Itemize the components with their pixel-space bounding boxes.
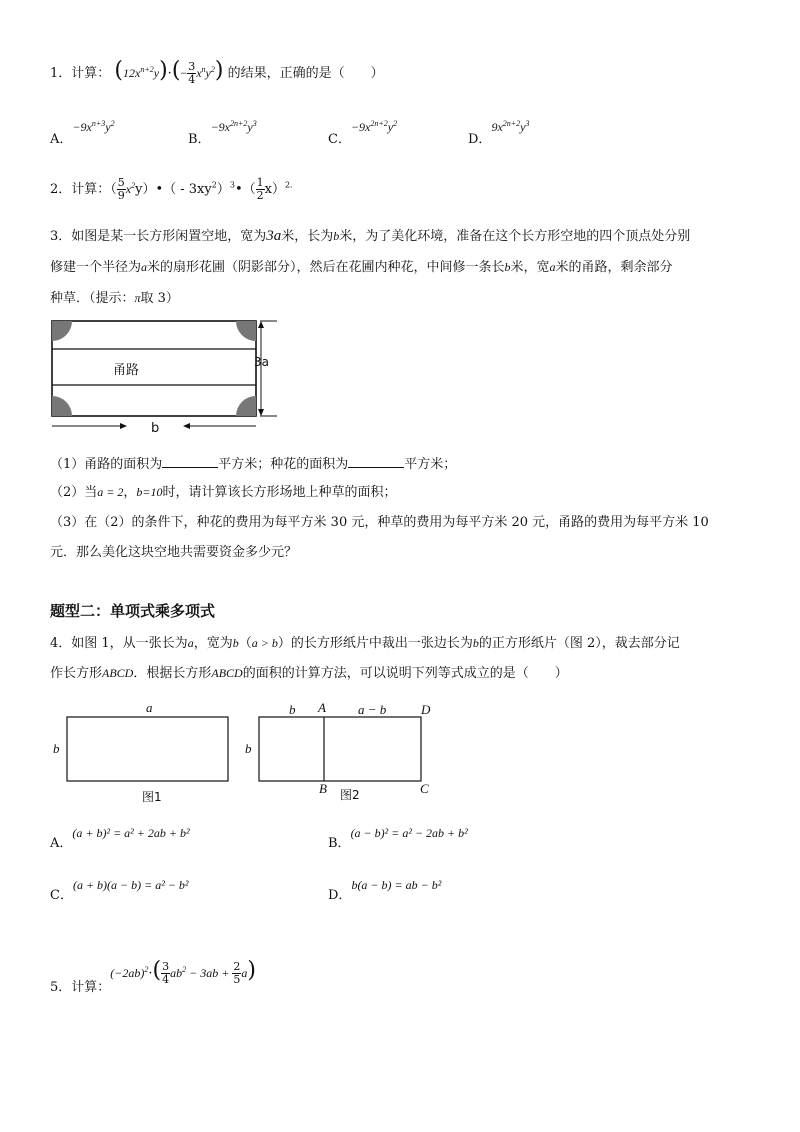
fig2-label-b-left: b — [245, 741, 252, 756]
q4-option-a[interactable]: A．(a + b)² = a² + 2ab + b² — [50, 826, 190, 851]
q4-line1: 4．如图 1，从一张长为a，宽为b（a > b）的长方形纸片中裁出一张边长为b的正方形纸片（图 2），裁去部分记 — [50, 636, 680, 651]
q4-line2: 作长方形ABCD．根据长方形ABCD的面积的计算方法，可以说明下列等式成立的是（ ） — [50, 666, 568, 681]
q3-sub3: （3）在（2）的条件下，种花的费用为每平方米 30 元，种草的费用为每平方米 20 元，甬路的费用为每平方米 10 — [50, 515, 709, 530]
q3-sub3-cont: 元．那么美化这块空地共需要资金多少元？ — [50, 545, 298, 560]
q1-option-a[interactable]: A．$-9x^{n+3}y^2$ — [50, 119, 115, 147]
fig2-rect — [258, 716, 424, 784]
fig-length-label: b — [151, 421, 160, 436]
fig2-label-A: A — [318, 700, 326, 715]
q5: 5．计算：$(-2ab)^2\cdot$( $\frac{3}{4}$ $ab^2 - 3ab$ + $\frac{2}{5}$ a) — [50, 958, 256, 995]
q3-sub1: （1）甬路的面积为 平方米；种花的面积为 平方米； — [50, 457, 457, 472]
fig2-caption: 图2 — [340, 788, 360, 802]
section-title: 题型二：单项式乘多项式 — [50, 602, 216, 620]
fig2-label-a-minus-b: a − b — [358, 702, 387, 717]
q1: 1．计算： $(12x^{n+2}y)\cdot(-$ $\frac{3}{4}$ $x^ny^2$) 的结果，正确的是（ ） — [50, 58, 384, 86]
q3-line2: 修建一个半径为a米的扇形花圃（阴影部分），然后在花圃内种花，中间修一条长b米，宽a米的甬路，剩余部分 — [50, 260, 673, 275]
fig2-label-C: C — [420, 781, 429, 796]
flower-bed-bl — [52, 396, 72, 416]
q4-option-d[interactable]: D．b(a − b) = ab − b² — [328, 878, 442, 903]
q1-option-b[interactable]: B．$-9x^{2n+2}y^3$ — [188, 119, 257, 147]
q1-suffix: 的结果，正确的是（ ） — [227, 66, 384, 81]
q3-line1: 3．如图是某一长方形闲置空地，宽为3a米，长为b米，为了美化环境，准备在这个长方形空地的四个顶点处分别 — [50, 228, 691, 244]
q3-sub2: （2）当a = 2，b=10时，请计算该长方形场地上种草的面积； — [50, 485, 397, 500]
flower-bed-tl — [52, 321, 72, 341]
flower-bed-tr — [236, 321, 256, 341]
q1-option-c[interactable]: C．$-9x^{2n+2}y^2$ — [328, 119, 398, 147]
fig1-label-b: b — [53, 741, 60, 756]
fig-road-label: 甬路 — [113, 363, 140, 378]
answer-blank-2[interactable] — [348, 455, 404, 468]
fig2-label-B: B — [319, 781, 327, 796]
q4-option-b[interactable]: B．(a − b)² = a² − 2ab + b² — [328, 826, 468, 851]
flower-bed-br — [236, 396, 256, 416]
fig1-label-a: a — [146, 700, 153, 715]
q2: 2．计算：（ $\frac{5}{9}$ $x^2y)•$（ - $3xy^2)^3•$（ $\frac{1}{2}$ x）$^{2.}$ — [50, 176, 293, 202]
answer-blank-1[interactable] — [162, 455, 218, 468]
q3-figure — [45, 315, 285, 440]
fig2-label-D: D — [421, 702, 431, 717]
q4-option-c[interactable]: C．(a + b)(a − b) = a² − b² — [50, 878, 189, 903]
fig2-label-b-top: b — [289, 702, 296, 717]
fig1-rect — [66, 716, 230, 784]
fig1-caption: 图1 — [142, 790, 162, 804]
q3-rect — [52, 321, 256, 416]
fig-width-label: 3a — [254, 355, 269, 369]
q1-option-d[interactable]: D．$9x^{2n+2}y^3$ — [468, 119, 530, 147]
q3-line3: 种草．（提示：π取 3） — [50, 291, 179, 306]
q1-prefix: 1．计算： — [50, 66, 111, 81]
